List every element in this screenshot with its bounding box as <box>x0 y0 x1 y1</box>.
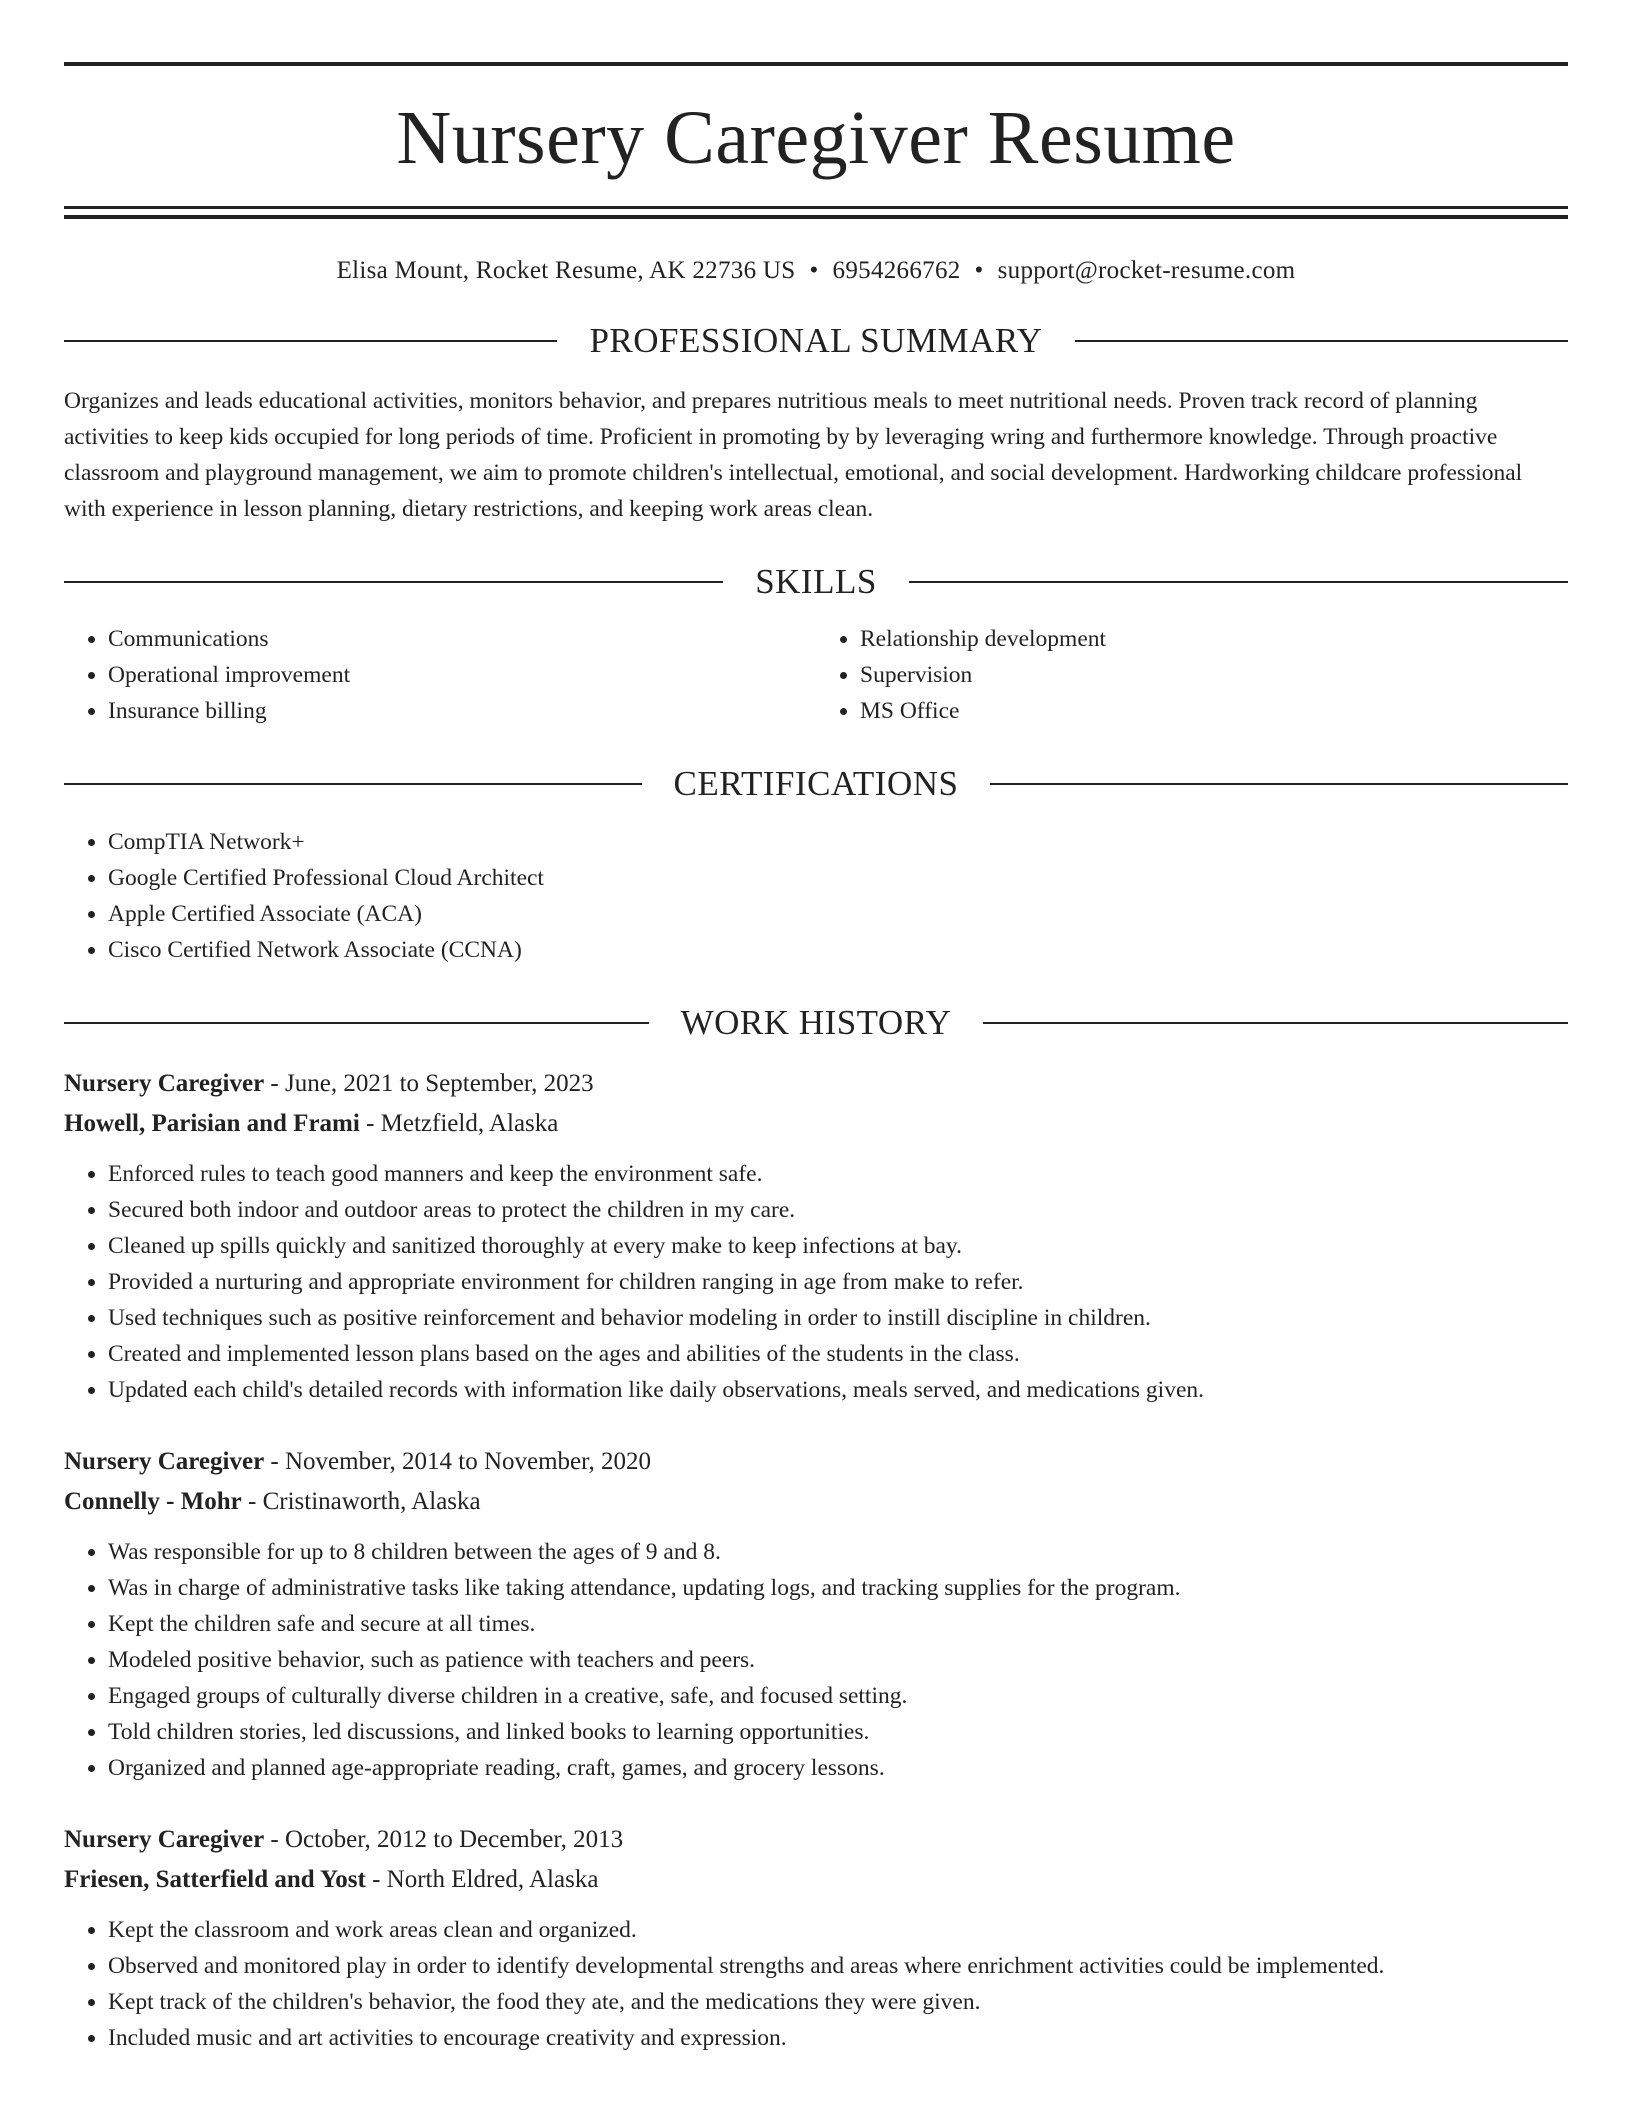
job-location: - North Eldred, Alaska <box>365 1866 599 1893</box>
resume-page <box>64 62 1568 2056</box>
divider <box>983 1022 1568 1024</box>
section-title-work-history: WORK HISTORY <box>680 1002 952 1042</box>
skill-item: • Supervision <box>860 657 1568 693</box>
contact-email[interactable]: support@rocket-resume.com <box>997 257 1296 284</box>
certification-item: • Apple Certified Associate (ACA) <box>108 896 1568 932</box>
divider <box>64 581 723 583</box>
job-title: Nursery Caregiver <box>64 1070 265 1097</box>
job-dates: - October, 2012 to December, 2013 <box>264 1826 624 1853</box>
skills-column-right <box>816 621 1568 729</box>
job-duty: • Created and implemented lesson plans based on the ages and abilities of the students in the class. <box>108 1336 1568 1372</box>
job-entry <box>64 1820 1568 2056</box>
skill-item: • Insurance billing <box>108 693 816 729</box>
job-duty: • Updated each child's detailed records with information like daily observations, meals served, and medications given. <box>108 1372 1568 1408</box>
job-duty: • Kept track of the children's behavior, the food they ate, and the medications they were given. <box>108 1984 1568 2020</box>
job-duty: • Used techniques such as positive reinforcement and behavior modeling in order to instill discipline in children. <box>108 1300 1568 1336</box>
job-title-line <box>64 1064 1568 1104</box>
certifications-list <box>64 824 1568 968</box>
divider <box>990 783 1568 785</box>
skill-item: • Operational improvement <box>108 657 816 693</box>
job-dates: - November, 2014 to November, 2020 <box>264 1448 651 1475</box>
job-duty: • Told children stories, led discussions, and linked books to learning opportunities. <box>108 1714 1568 1750</box>
job-title: Nursery Caregiver <box>64 1826 265 1853</box>
section-title-skills: SKILLS <box>755 561 877 601</box>
divider <box>1075 340 1568 342</box>
job-location: - Cristinaworth, Alaska <box>241 1488 481 1515</box>
divider <box>64 1022 649 1024</box>
section-header-certifications <box>64 765 1568 804</box>
job-company: Friesen, Satterfield and Yost <box>64 1866 366 1893</box>
job-duties <box>64 1912 1568 2056</box>
skill-item: • Communications <box>108 621 816 657</box>
job-location: - Metzfield, Alaska <box>359 1110 559 1137</box>
job-title: Nursery Caregiver <box>64 1448 265 1475</box>
certification-item: • CompTIA Network+ <box>108 824 1568 860</box>
section-header-skills <box>64 563 1568 602</box>
job-duty: • Was in charge of administrative tasks like taking attendance, updating logs, and tracking supplies for the program. <box>108 1570 1568 1606</box>
section-title-certifications: CERTIFICATIONS <box>673 764 959 803</box>
job-duty: • Cleaned up spills quickly and sanitized thoroughly at every make to keep infections at bay. <box>108 1228 1568 1264</box>
certification-item: • Google Certified Professional Cloud Architect <box>108 860 1568 896</box>
skill-item: • Relationship development <box>860 621 1568 657</box>
summary-text: Organizes and leads educational activities, monitors behavior, and prepares nutritious meals to meet nutritional needs. Proven track record of planning activities to keep kids occupied for long periods of time. Proficient in promoting by by leveraging wring and furthermore knowledge. Through proactive classroom and playground management, we aim to promote children's intellectual, emotional, and social development. Hardworking childcare professional with experience in lesson planning, dietary restrictions, and keeping work areas clean. <box>64 387 1523 522</box>
skills-list <box>64 621 1568 729</box>
job-duty: • Secured both indoor and outdoor areas to protect the children in my care. <box>108 1192 1568 1228</box>
job-duties <box>64 1534 1568 1786</box>
job-company-line <box>64 1104 1568 1144</box>
certifications-bullets <box>64 824 1568 968</box>
title-double-rule <box>64 206 1568 219</box>
skills-column-left <box>64 621 816 729</box>
section-header-summary <box>64 322 1568 361</box>
contact-separator: • <box>809 257 819 284</box>
job-company-line <box>64 1860 1568 1900</box>
job-duty: • Engaged groups of culturally diverse children in a creative, safe, and focused setting. <box>108 1678 1568 1714</box>
job-duty: • Enforced rules to teach good manners and keep the environment safe. <box>108 1156 1568 1192</box>
contact-separator: • <box>974 257 984 284</box>
contact-line <box>64 256 1568 286</box>
divider <box>64 340 557 342</box>
job-duty: • Provided a nurturing and appropriate environment for children ranging in age from make to refer. <box>108 1264 1568 1300</box>
divider <box>909 581 1568 583</box>
top-rule <box>64 62 1568 66</box>
job-company-line <box>64 1482 1568 1522</box>
job-duty: • Was responsible for up to 8 children between the ages of 9 and 8. <box>108 1534 1568 1570</box>
page-title: Nursery Caregiver Resume <box>396 96 1236 180</box>
certification-item: • Cisco Certified Network Associate (CCNA) <box>108 932 1568 968</box>
job-title-line <box>64 1820 1568 1860</box>
job-duty: • Organized and planned age-appropriate reading, craft, games, and grocery lessons. <box>108 1750 1568 1786</box>
section-title-summary: PROFESSIONAL SUMMARY <box>589 321 1043 360</box>
job-duty: • Modeled positive behavior, such as patience with teachers and peers. <box>108 1642 1568 1678</box>
job-title-line <box>64 1442 1568 1482</box>
job-duty: • Observed and monitored play in order to identify developmental strengths and areas where enrichment activities could be implemented. <box>108 1948 1568 1984</box>
job-entry <box>64 1064 1568 1408</box>
divider <box>64 783 642 785</box>
job-duties <box>64 1156 1568 1408</box>
job-company: Howell, Parisian and Frami <box>64 1110 360 1137</box>
contact-address: Elisa Mount, Rocket Resume, AK 22736 US <box>336 257 796 284</box>
job-duty: • Kept the classroom and work areas clean and organized. <box>108 1912 1568 1948</box>
job-dates: - June, 2021 to September, 2023 <box>264 1070 594 1097</box>
job-duty: • Included music and art activities to encourage creativity and expression. <box>108 2020 1568 2056</box>
job-duty: • Kept the children safe and secure at all times. <box>108 1606 1568 1642</box>
job-entry <box>64 1442 1568 1786</box>
job-company: Connelly - Mohr <box>64 1488 242 1515</box>
section-header-work-history <box>64 1004 1568 1043</box>
contact-phone: 6954266762 <box>832 257 961 284</box>
skill-item: • MS Office <box>860 693 1568 729</box>
